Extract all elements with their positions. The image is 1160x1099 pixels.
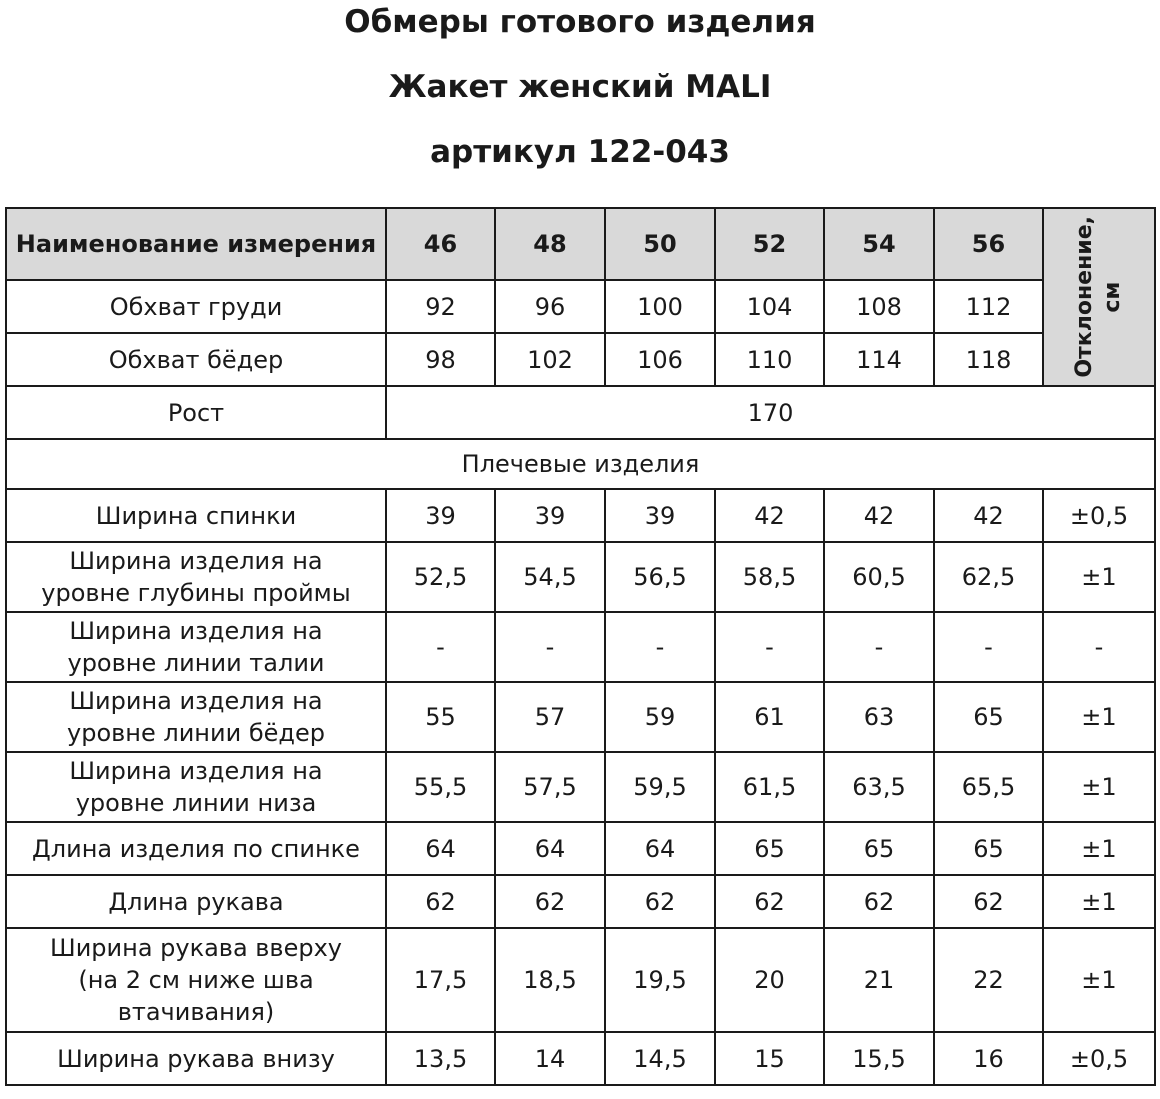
value-cell: 19,5 <box>605 928 715 1032</box>
table-row <box>6 542 1155 612</box>
table-row <box>6 752 1155 822</box>
value-cell: 52,5 <box>386 542 495 612</box>
deviation-cell: ±1 <box>1043 682 1155 752</box>
value-cell: 57 <box>495 682 605 752</box>
row-label <box>6 612 386 682</box>
header-row <box>6 208 1155 280</box>
value-cell: 39 <box>495 489 605 542</box>
measurement-name-header: Наименование измерения <box>6 208 386 280</box>
deviation-cell: ±0,5 <box>1043 1032 1155 1085</box>
value-cell: 61 <box>715 682 824 752</box>
row-label-line: уровне глубины проймы <box>41 579 351 607</box>
row-label <box>6 1032 386 1085</box>
row-label <box>6 542 386 612</box>
value-cell: 64 <box>495 822 605 875</box>
value-cell: 61,5 <box>715 752 824 822</box>
value-cell: 62 <box>386 875 495 928</box>
value-cell: 100 <box>605 280 715 333</box>
value-cell: 55,5 <box>386 752 495 822</box>
value-cell: - <box>605 612 715 682</box>
value-cell: 92 <box>386 280 495 333</box>
table-row <box>6 928 1155 1032</box>
value-cell: 59,5 <box>605 752 715 822</box>
value-cell: 18,5 <box>495 928 605 1032</box>
value-cell: 65,5 <box>934 752 1043 822</box>
row-label-line: (на 2 см ниже шва <box>78 966 314 994</box>
row-label-line: уровне линии талии <box>67 649 325 677</box>
value-cell: 20 <box>715 928 824 1032</box>
value-cell: 62 <box>824 875 934 928</box>
value-cell: 59 <box>605 682 715 752</box>
value-cell: 42 <box>715 489 824 542</box>
value-cell: 17,5 <box>386 928 495 1032</box>
row-label <box>6 752 386 822</box>
row-label <box>6 928 386 1032</box>
value-cell: 14 <box>495 1032 605 1085</box>
value-cell: - <box>495 612 605 682</box>
table-row <box>6 333 1155 386</box>
height-row <box>6 386 1155 439</box>
table-row <box>6 682 1155 752</box>
value-cell: 54,5 <box>495 542 605 612</box>
value-cell: 96 <box>495 280 605 333</box>
row-label-line: Длина рукава <box>108 887 284 916</box>
value-cell: 65 <box>934 822 1043 875</box>
value-cell: 60,5 <box>824 542 934 612</box>
height-value: 170 <box>386 386 1155 439</box>
value-cell: 16 <box>934 1032 1043 1085</box>
value-cell: 62 <box>495 875 605 928</box>
value-cell: 15 <box>715 1032 824 1085</box>
value-cell: 102 <box>495 333 605 386</box>
row-label-line: Ширина изделия на <box>69 617 323 645</box>
value-cell: 39 <box>386 489 495 542</box>
value-cell: 118 <box>934 333 1043 386</box>
value-cell: 64 <box>386 822 495 875</box>
deviation-cell: ±1 <box>1043 928 1155 1032</box>
value-cell: 65 <box>715 822 824 875</box>
value-cell: 13,5 <box>386 1032 495 1085</box>
value-cell: 62 <box>715 875 824 928</box>
size-header: 56 <box>934 208 1043 280</box>
table-row <box>6 1032 1155 1085</box>
row-label: Обхват груди <box>6 280 386 333</box>
product-name: Жакет женский MALI <box>388 69 772 105</box>
table-row <box>6 280 1155 333</box>
value-cell: - <box>386 612 495 682</box>
value-cell: 55 <box>386 682 495 752</box>
size-header: 52 <box>715 208 824 280</box>
value-cell: 21 <box>824 928 934 1032</box>
value-cell: - <box>824 612 934 682</box>
size-header: 54 <box>824 208 934 280</box>
row-label-line: Ширина рукава вверху <box>50 934 342 962</box>
article-number: артикул 122-043 <box>430 134 730 170</box>
row-label <box>6 822 386 875</box>
value-cell: 14,5 <box>605 1032 715 1085</box>
value-cell: 114 <box>824 333 934 386</box>
size-header: 48 <box>495 208 605 280</box>
row-label-line: Ширина изделия на <box>69 547 323 575</box>
value-cell: 98 <box>386 333 495 386</box>
measurements-table <box>5 207 1156 1086</box>
value-cell: 56,5 <box>605 542 715 612</box>
deviation-header-line1: Отклонение, <box>1072 216 1097 378</box>
size-header: 46 <box>386 208 495 280</box>
value-cell: 63,5 <box>824 752 934 822</box>
deviation-header-line2: см <box>1100 281 1125 313</box>
deviation-cell: - <box>1043 612 1155 682</box>
document-title: Обмеры готового изделия <box>344 4 816 40</box>
row-label-line: уровне линии бёдер <box>67 719 325 747</box>
row-label-line: уровне линии низа <box>75 789 317 817</box>
row-label-line: Ширина изделия на <box>69 687 323 715</box>
table-row <box>6 612 1155 682</box>
size-header: 50 <box>605 208 715 280</box>
value-cell: - <box>715 612 824 682</box>
value-cell: 42 <box>934 489 1043 542</box>
value-cell: 65 <box>824 822 934 875</box>
value-cell: 62 <box>934 875 1043 928</box>
row-label: Рост <box>6 386 386 439</box>
deviation-cell: ±1 <box>1043 752 1155 822</box>
value-cell: 65 <box>934 682 1043 752</box>
value-cell: 62 <box>605 875 715 928</box>
value-cell: 106 <box>605 333 715 386</box>
deviation-cell: ±1 <box>1043 875 1155 928</box>
value-cell: 42 <box>824 489 934 542</box>
value-cell: 110 <box>715 333 824 386</box>
row-label-line: Ширина изделия на <box>69 757 323 785</box>
section-row <box>6 439 1155 489</box>
value-cell: 63 <box>824 682 934 752</box>
table-row <box>6 875 1155 928</box>
row-label <box>6 875 386 928</box>
row-label <box>6 682 386 752</box>
deviation-cell: ±0,5 <box>1043 489 1155 542</box>
deviation-cell: ±1 <box>1043 542 1155 612</box>
row-label-line: Длина изделия по спинке <box>32 834 360 863</box>
section-title: Плечевые изделия <box>6 439 1155 489</box>
value-cell: 104 <box>715 280 824 333</box>
value-cell: 64 <box>605 822 715 875</box>
value-cell: 15,5 <box>824 1032 934 1085</box>
row-label-line: втачивания) <box>117 998 275 1026</box>
value-cell: 57,5 <box>495 752 605 822</box>
value-cell: 62,5 <box>934 542 1043 612</box>
deviation-header <box>1043 208 1155 386</box>
table-row <box>6 822 1155 875</box>
table-row <box>6 489 1155 542</box>
row-label <box>6 489 386 542</box>
row-label-line: Ширина спинки <box>95 501 297 530</box>
deviation-cell: ±1 <box>1043 822 1155 875</box>
value-cell: 112 <box>934 280 1043 333</box>
value-cell: 39 <box>605 489 715 542</box>
value-cell: 58,5 <box>715 542 824 612</box>
row-label-line: Ширина рукава внизу <box>57 1044 335 1073</box>
row-label: Обхват бёдер <box>6 333 386 386</box>
value-cell: 108 <box>824 280 934 333</box>
value-cell: 22 <box>934 928 1043 1032</box>
value-cell: - <box>934 612 1043 682</box>
